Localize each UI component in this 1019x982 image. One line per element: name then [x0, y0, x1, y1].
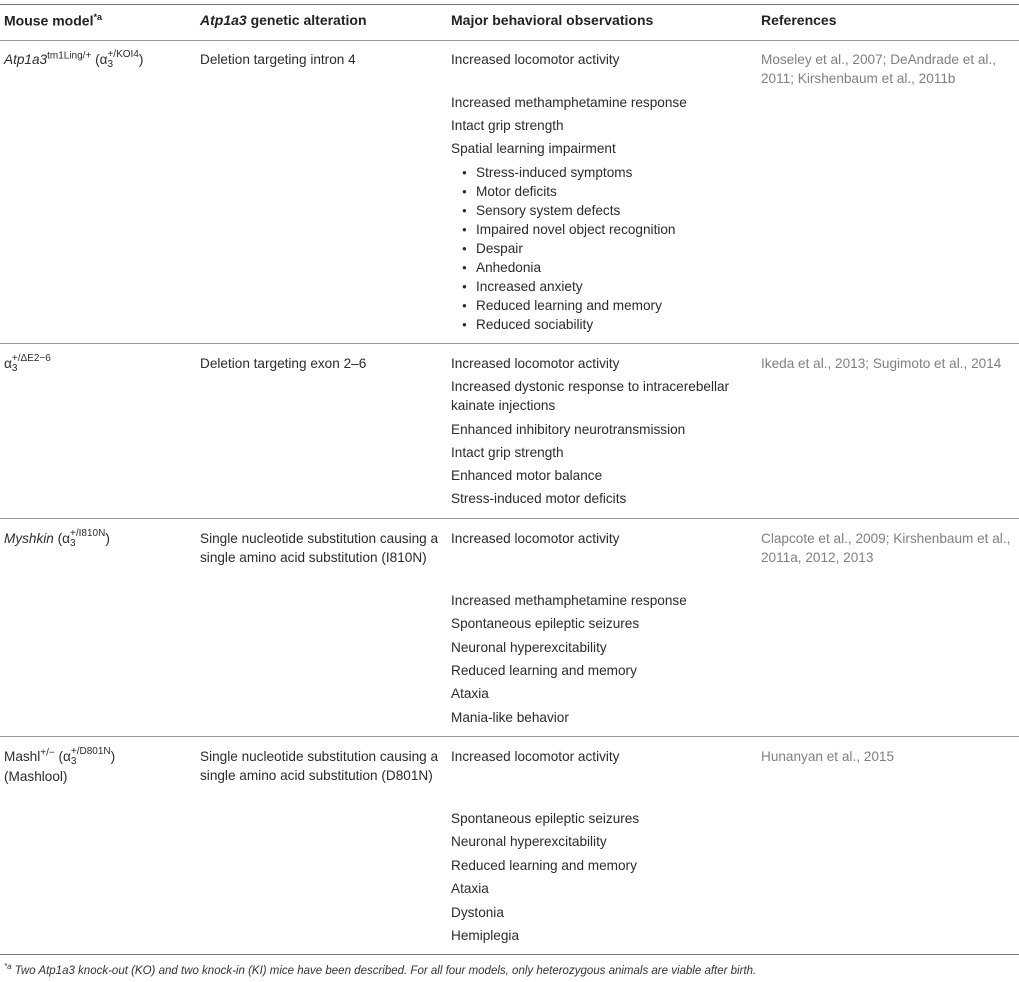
row4-obs-1: Increased locomotor activity: [451, 749, 620, 764]
table-bottom-rule: [0, 954, 1019, 955]
row3-references: Clapcote et al., 2009; Kirshenbaum et al., 2011a, 2012, 2013: [761, 531, 1011, 565]
row4-obs-4: Reduced learning and memory: [451, 858, 637, 873]
row2-model: α +/ΔE2−6 3: [4, 353, 51, 375]
header-observations: Major behavioral observations: [451, 12, 654, 28]
row1-bullet-6: ● Anhedonia: [460, 258, 541, 277]
row2-obs-4: Intact grip strength: [451, 445, 564, 460]
row2-rule: [0, 518, 1019, 519]
row3-alteration: Single nucleotide substitution causing a single amino acid substitution (I810N): [200, 531, 439, 565]
row4-model: Mashl+/− (α +/D801N 3 ) (Mashlool): [4, 746, 116, 785]
row2-references: Ikeda et al., 2013; Sugimoto et al., 2014: [761, 356, 1002, 371]
header-references: References: [761, 12, 837, 28]
row1-obs-4: Spatial learning impairment: [451, 141, 616, 156]
row3-obs-6: Ataxia: [451, 686, 489, 701]
row3-obs-1: Increased locomotor activity: [451, 531, 620, 546]
header-mouse-model: Mouse model$^{*a}$: [4, 12, 102, 29]
row1-alteration: Deletion targeting intron 4: [200, 52, 356, 67]
row4-obs-6: Dystonia: [451, 905, 504, 920]
row3-model: Myshkin (α +/I810N 3 ): [4, 528, 110, 550]
row4-obs-7: Hemiplegia: [451, 928, 520, 943]
row1-references: Moseley et al., 2007; DeAndrade et al., 2011; Kirshenbaum et al., 2011b: [761, 52, 997, 86]
row4-references: Hunanyan et al., 2015: [761, 749, 895, 764]
row4-obs-5: Ataxia: [451, 881, 489, 896]
row2-obs-3: Enhanced inhibitory neurotransmission: [451, 422, 686, 437]
row1-bullet-8: ● Reduced learning and memory: [460, 296, 662, 315]
row4-obs-2: Spontaneous epileptic seizures: [451, 811, 640, 826]
row2-alteration: Deletion targeting exon 2–6: [200, 356, 367, 371]
row1-obs-1: Increased locomotor activity: [451, 52, 620, 67]
row3-rule: [0, 736, 1019, 737]
row2-obs-6: Stress-induced motor deficits: [451, 491, 627, 506]
row1-bullet-3: ● Sensory system defects: [460, 201, 620, 220]
row1-obs-2: Increased methamphetamine response: [451, 95, 687, 110]
table-footnote: $^{*a}$ Two Atp1a3 knock-out (KO) and two knock-in (KI) mice have been described. For all four models, only heterozygous animals are viable after birth.: [4, 962, 757, 977]
row3-obs-4: Neuronal hyperexcitability: [451, 640, 607, 655]
row3-obs-7: Mania-like behavior: [451, 710, 569, 725]
header-genetic-alteration: Atp1a3 genetic alteration: [200, 12, 367, 28]
row1-bullet-9: ● Reduced sociability: [460, 315, 593, 334]
row1-model: $Atp1a3^{tm1Ling/+}$ (α +/KOI4 3 ): [4, 49, 144, 71]
row1-bullet-4: ● Impaired novel object recognition: [460, 220, 676, 239]
row1-bullet-2: ● Motor deficits: [460, 182, 557, 201]
row1-obs-3: Intact grip strength: [451, 118, 564, 133]
row1-bullet-5: ● Despair: [460, 239, 523, 258]
row3-obs-5: Reduced learning and memory: [451, 663, 637, 678]
row4-alteration: Single nucleotide substitution causing a single amino acid substitution (D801N): [200, 749, 439, 783]
table-top-rule: [0, 4, 1019, 5]
row3-obs-3: Spontaneous epileptic seizures: [451, 616, 640, 631]
row4-obs-3: Neuronal hyperexcitability: [451, 834, 607, 849]
header-rule: [0, 40, 1019, 41]
row3-obs-2: Increased methamphetamine response: [451, 593, 687, 608]
row1-bullet-7: ● Increased anxiety: [460, 277, 583, 296]
row2-obs-1: Increased locomotor activity: [451, 356, 620, 371]
row2-obs-2: Increased dystonic response to intracerebellar kainate injections: [451, 379, 730, 413]
row1-bullet-1: ● Stress-induced symptoms: [460, 163, 632, 182]
row1-rule: [0, 343, 1019, 344]
row2-obs-5: Enhanced motor balance: [451, 468, 603, 483]
